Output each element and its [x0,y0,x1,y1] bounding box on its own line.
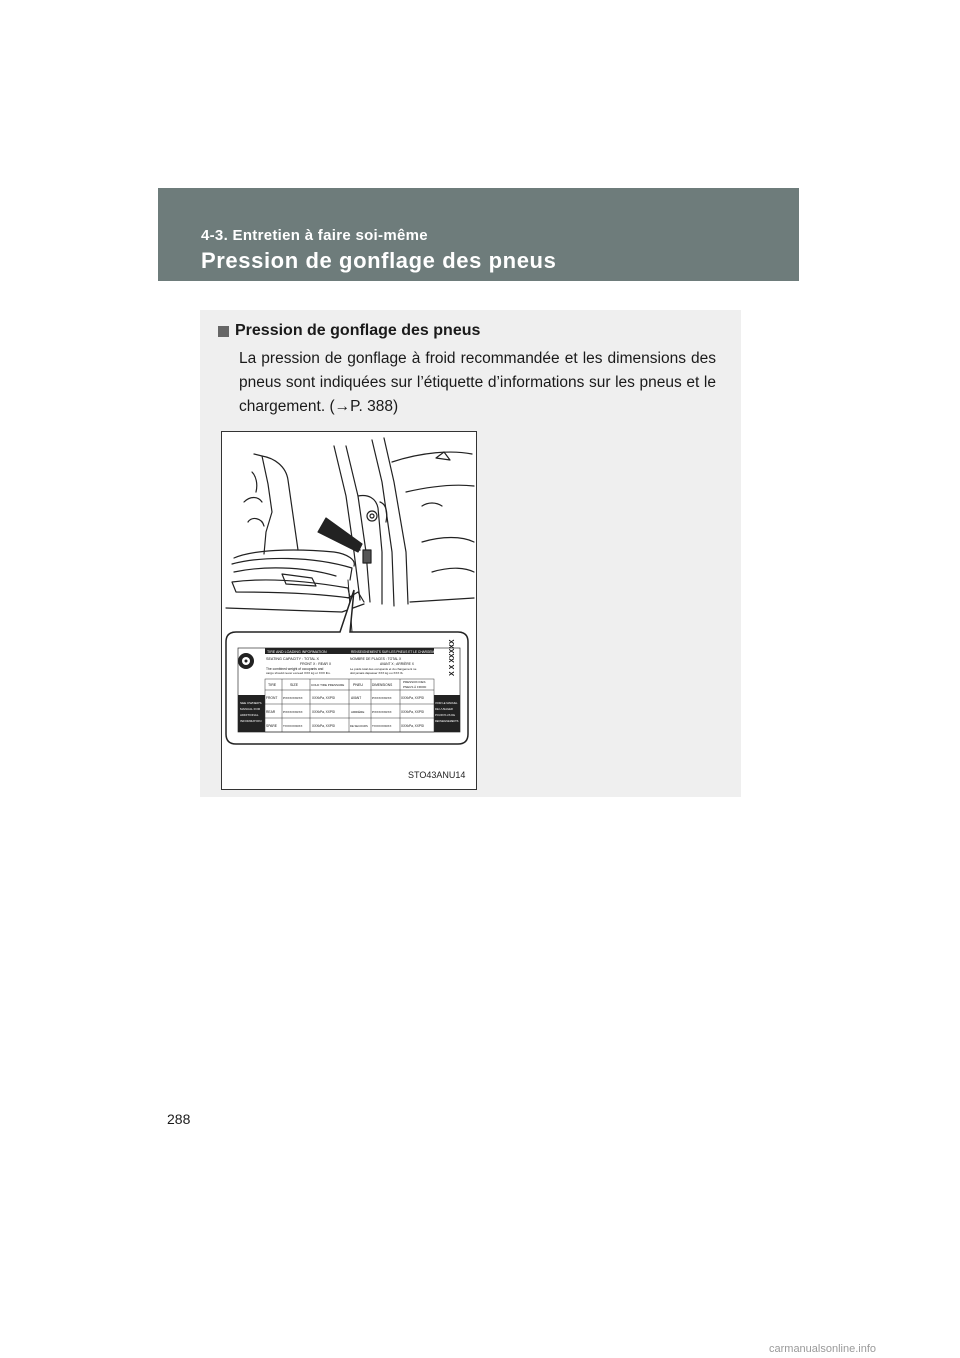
label-fr-row-tire: AVANT [351,696,362,700]
label-en-col-size: SIZE [290,683,298,687]
label-en-row-pressure: XXXkPa, XXPSI [312,724,336,728]
label-en-side: INFORMATION [240,719,262,723]
label-fr-header: RENSEIGNEMENTS SUR LES PNEUS ET LE CHARGEMENT [351,650,441,654]
label-fr-row-tire: DE SECOURS [350,725,368,728]
label-en-row-size: TXXX/XXDXX [283,724,303,728]
body-text-main: La pression de gonflage à froid recommandée et les dimensions des pneus sont indiquées sur l’étiquette d’informations sur les pneus et le chargement. ( [239,350,716,415]
label-fr-row-size: PXXX/XXRXX [372,710,392,714]
body-text-close: ) [392,398,399,415]
label-en-header: TIRE AND LOADING INFORMATION [267,650,327,654]
label-fr-side: RENSEIGNEMENTS [435,720,459,723]
label-fr-row-pressure: XXXkPa, XXPSI [401,724,425,728]
label-fr-col-pressure-1: PRESSION DES [403,680,426,684]
label-fr-row-tire: ARRIÈRE [351,710,365,714]
label-fr-row-size: PXXX/XXRXX [372,696,392,700]
subheading [218,322,480,340]
page-number: 288 [167,1111,191,1127]
label-en-col-pressure: COLD TIRE PRESSURE [311,683,345,687]
label-fr-front-rear: AVANT X ; ARRIÈRE X [380,662,414,666]
label-en-weight-1: The combined weight of occupants and [266,667,324,671]
door-pillar-label-illustration [222,432,476,789]
label-en-weight-2: cargo should never exceed XXX kg or XXX lbs. [266,671,331,675]
label-en-side: SEE OWNER'S [240,701,262,705]
subheading-text: Pression de gonflage des pneus [235,322,481,339]
label-fr-side: DE L'USAGER [435,708,453,711]
label-fr-weight-2: doit jamais dépasser XXX kg ou XXX lb. [350,671,404,675]
label-vin: X X XXXXX [449,639,456,676]
body-paragraph [239,347,716,419]
label-en-row-tire: FRONT [266,696,278,700]
label-en-seating: SEATING CAPACITY : TOTAL X [266,657,319,661]
illustration-figure [221,431,477,790]
page-title: Pression de gonflage des pneus [201,248,557,273]
label-fr-side: POUR PLUS DE [435,714,456,717]
label-en-row-pressure: XXXkPa, XXPSI [312,696,336,700]
label-en-row-pressure: XXXkPa, XXPSI [312,710,336,714]
label-fr-side: VOIR LE MANUEL [435,702,458,705]
label-fr-weight-1: Le poids total des occupants et du chargement ne [350,667,417,671]
label-fr-col-pressure-2: PNEUS À FROID [403,685,427,689]
label-en-row-tire: REAR [266,710,276,714]
page-reference: P. 388 [350,398,393,415]
label-en-side: MANUAL FOR [240,707,261,711]
label-en-side: ADDITIONAL [240,713,259,717]
footer-watermark: carmanualsonline.info [769,1343,877,1355]
label-en-row-tire: SPARE [266,724,277,728]
label-en-row-size: PXXX/XXRXX [283,710,303,714]
page-reference-arrow-icon: → [334,398,351,415]
figure-code: STO43ANU14 [408,770,466,780]
label-en-col-tire: TIRE [268,683,277,687]
label-en-front-rear: FRONT X : REAR X [300,662,332,666]
square-bullet-icon [218,326,229,337]
label-fr-seating: NOMBRE DE PLACES : TOTAL X [350,657,402,661]
content-panel [200,310,741,797]
section-label: 4-3. Entretien à faire soi-même [201,227,428,244]
chapter-header [158,188,799,281]
label-fr-row-size: TXXX/XXDXX [372,724,392,728]
label-en-row-size: PXXX/XXRXX [283,696,303,700]
label-fr-col-size: DIMENSIONS [372,683,393,687]
label-fr-col-tire: PNEU [353,683,363,687]
tire-loading-label [238,639,460,732]
label-fr-row-pressure: XXXkPa, XXPSI [401,710,425,714]
label-fr-row-pressure: XXXkPa, XXPSI [401,696,425,700]
